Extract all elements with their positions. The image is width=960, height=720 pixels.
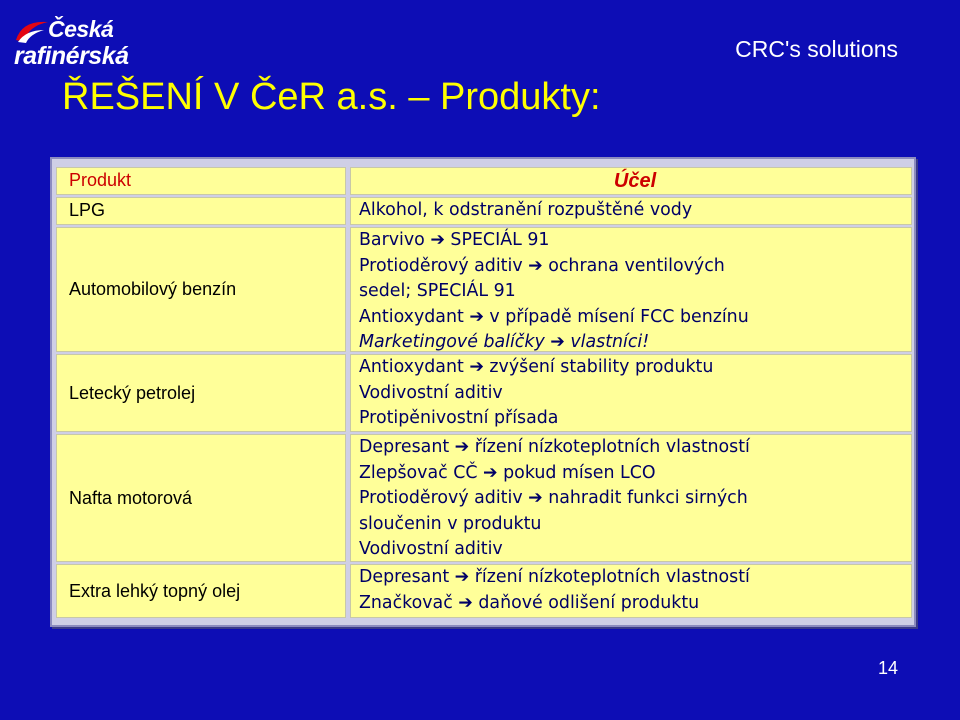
product-name: Letecký petrolej (69, 382, 196, 403)
purpose-line: Vodivostní aditiv (359, 382, 503, 403)
table-row-product (56, 354, 346, 432)
table-row-purpose (350, 434, 912, 562)
purpose-line: Depresant ➔ řízení nízkoteplotních vlastností (359, 437, 750, 457)
purpose-line: Zlepšovač CČ ➔ pokud mísen LCO (359, 462, 656, 483)
table-row-product (56, 434, 346, 562)
purpose-line: Barvivo ➔ SPECIÁL 91 (359, 230, 550, 250)
table-row-purpose (350, 197, 912, 225)
purpose-line: Antioxydant ➔ v případě mísení FCC benzínu (359, 306, 749, 327)
company-logo (14, 14, 130, 72)
table-header-purpose (350, 167, 912, 195)
table-row-product (56, 197, 346, 225)
product-name: Extra lehký topný olej (69, 580, 241, 601)
product-name: LPG (69, 200, 106, 220)
logo-line-1: Česká (48, 16, 114, 42)
tagline: CRC's solutions (735, 36, 898, 62)
purpose-line: Protipěnivostní přísada (359, 408, 559, 429)
table-row-purpose (350, 354, 912, 432)
purpose-line: Alkohol, k odstranění rozpuštěné vody (359, 200, 693, 220)
logo-swoosh-icon (14, 16, 50, 44)
slide-title: ŘEŠENÍ V ČeR a.s. – Produkty: (62, 76, 601, 118)
table-row-purpose (350, 227, 912, 352)
purpose-line: sloučenin v produktu (359, 513, 542, 534)
purpose-line: Vodivostní aditiv (359, 539, 503, 560)
purpose-line: Protioděrový aditiv ➔ ochrana ventilových (359, 255, 725, 276)
table-header-product-label: Produkt (69, 170, 132, 190)
purpose-line: Marketingové balíčky ➔ vlastníci! (359, 332, 650, 353)
table-header-product (56, 167, 346, 195)
products-table (50, 157, 916, 627)
table-row-product (56, 564, 346, 618)
page-number: 14 (877, 658, 898, 678)
table-row-product (56, 227, 346, 352)
purpose-line: Depresant ➔ řízení nízkoteplotních vlastností (359, 567, 750, 587)
table-header-purpose-label: Účel (613, 170, 657, 192)
product-name: Automobilový benzín (69, 279, 237, 299)
product-name: Nafta motorová (69, 487, 193, 508)
purpose-line: Značkovač ➔ daňové odlišení produktu (359, 592, 700, 613)
purpose-line: Protioděrový aditiv ➔ nahradit funkci sirných (359, 488, 748, 509)
logo-line-2: rafinérská (14, 42, 129, 70)
purpose-line: Antioxydant ➔ zvýšení stability produktu (359, 357, 714, 377)
table-row-purpose (350, 564, 912, 618)
purpose-line: sedel; SPECIÁL 91 (359, 281, 516, 302)
